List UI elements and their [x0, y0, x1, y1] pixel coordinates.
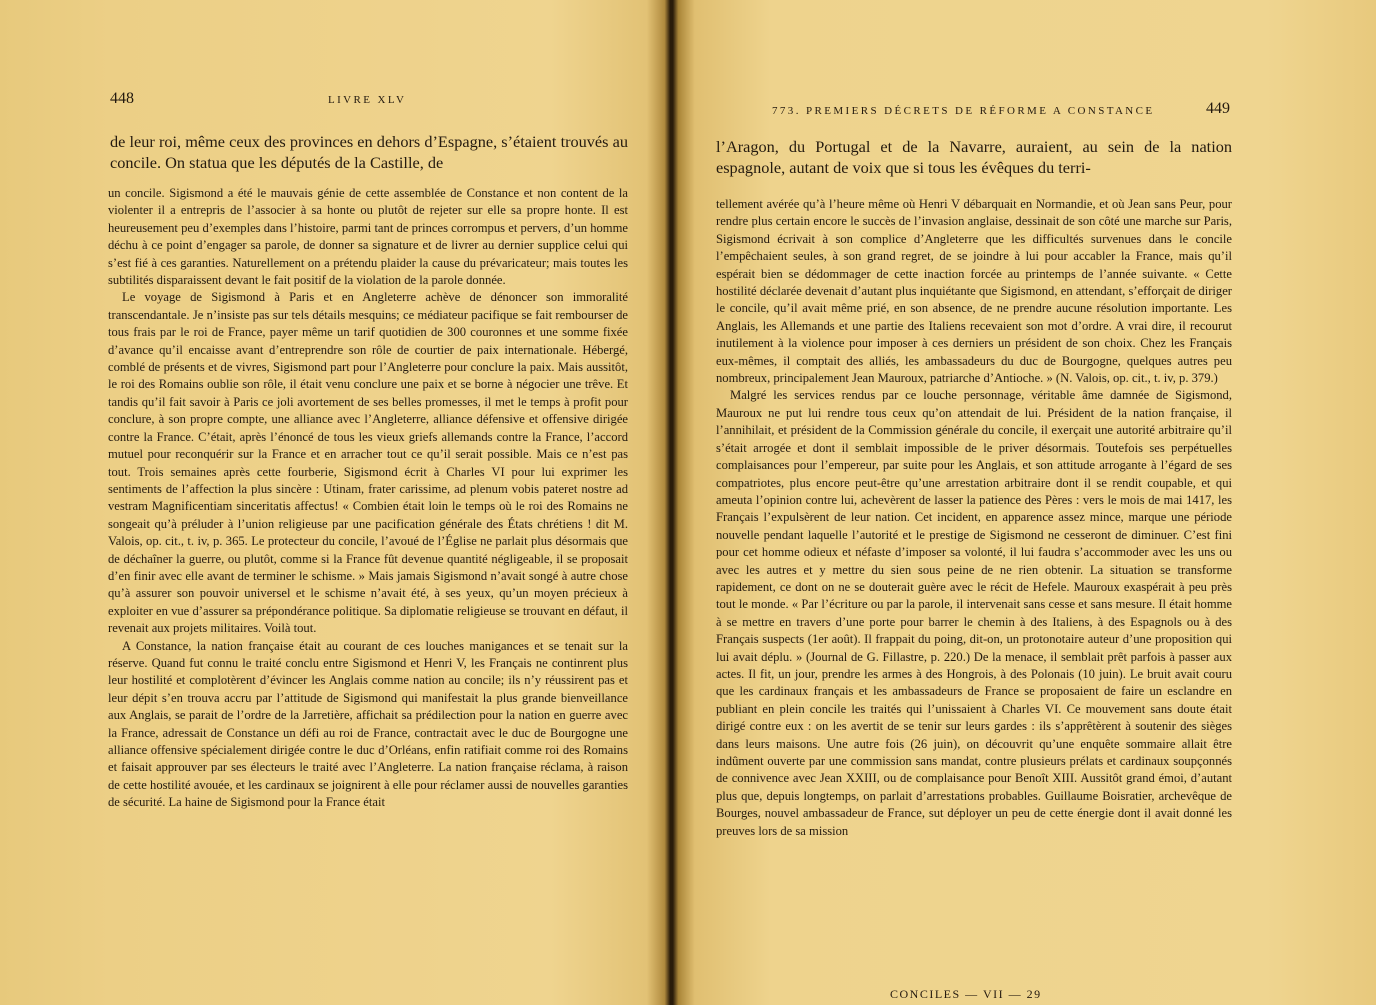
main-text: l’Aragon, du Portugal et de la Navarre, auraient, au sein de la nation espagnole, autant de voix que si tous les évêques du terri- — [716, 137, 1232, 177]
footnote-paragraph: Malgré les services rendus par ce louche personnage, véritable âme damnée de Sigismond, Mauroux ne put lui rendre tous ceux qu’on attendait de lui. Président de la nation française, il l’annihilait, et président de la Commission générale du concile, il exerçait une autorité arbitraire qu’il s’était arrogée et dont il semblait impossible de le priver désormais. Toutefois ses perpétuelles complaisances pour l’empereur, par suite pour les Anglais, et son attitude arrogante à l’égard de ses compatriotes, plus encore peut-être qu’une arrestation arbitraire dont il se rendit coupable, et qui ameuta l’opinion contre lui, achevèrent de lasser la patience des Pères : vers le mois de mai 1417, les Français l’expulsèrent de leur nation. Cet incident, en apparence assez mince, marque une période nouvelle pendant laquelle l’autorité et le prestige de Sigismond ne cesseront de diminuer. C’est fini pour cet homme odieux et néfaste d’imposer sa volonté, il lui faudra s’accommoder avec les uns ou avec les autres et y mettre du sien sous peine de ne rien obtenir. La situation se transforme rapidement, ce dont on ne se douterait guère avec le récit de Hefele. Mauroux exaspérait à peu près tout le monde. « Par l’écriture ou par la parole, il intervenait sans cesse et sans mesure. Il était homme à se mettre en travers d’une porte pour barrer le chemin à des Italiens, à des Espagnols ou à des Français suspects (1er août). Il frappait du poing, dit-on, un protonotaire auteur d’une proposition qui lui avait déplu. » (Journal de G. Fillastre, p. 220.) De la menace, il semblait prêt parfois à passer aux actes. Il fit, un jour, prendre les armes à des Hongrois, à des Polonais (10 juin). Le bruit avait couru que les cardinaux français et les ambassadeurs de France se proposaient de faire un esclandre en publiant en plein concile les traités qui l’unissaient à Charles VI. Ce mouvement sans doute était dirigé contre eux : on les avertit de se tenir sur leurs gardes : ils s’apprêtèrent à soutenir des sièges dans leurs maisons. Une autre fois (26 juin), on découvrit qu’une enquête sommaire allait être indûment ouverte par une commission sans mandat, contre plusieurs prélats et cardinaux soupçonnés de connivence avec Jean XXIII, ou de complaisance pour Benoît XIII. Aussitôt grand émoi, d’autant plus que, depuis longtemps, on parlait d’arrestations probables. Guillaume Boisratier, archevêque de Bourges, nouvel ambassadeur de France, sut déployer un peu de cette énergie dont il avait donné les preuves lors de sa mission — [716, 388, 1232, 838]
signature-mark: CONCILES — VII — 29 — [890, 987, 1042, 1001]
footnotes — [108, 185, 628, 812]
footnote-paragraph: tellement avérée qu’à l’heure même où Henri V débarquait en Normandie, et où Jean sans Peur, pour rendre plus certain encore le succès de l’invasion anglaise, dessinait de son côté une marche sur Paris, Sigismond écrivait à son complice d’Angleterre que les difficultés survenues dans le concile l’empêchaient seules, à son grand regret, de se joindre à lui pour accabler la France, mais qu’il espérait bien se dédommager de cette inaction forcée au printemps de l’année suivante. « Cette hostilité déclarée devenait d’autant plus inquiétante que Sigismond, en attendant, s’efforçait de diriger le concile, qu’il avait même prié, en son absence, de ne prendre aucune résolution importante. Les Anglais, les Allemands et une partie des Italiens recevaient son mot d’ordre. A vrai dire, il recourut inutilement à la violence pour imposer à ces derniers un président de son choix. Chez les Français eux-mêmes, il comptait des alliés, les ambassadeurs du duc de Bourgogne, quelques autres peu nombreux, principalement Jean Mauroux, patriarche d’Antioche. » (N. Valois, op. cit., t. iv, p. 379.) — [716, 197, 1232, 386]
footnotes — [716, 196, 1232, 840]
running-head: 773. PREMIERS DÉCRETS DE RÉFORME A CONSTANCE — [772, 105, 1155, 117]
footnote-paragraph: Le voyage de Sigismond à Paris et en Angleterre achève de dénoncer son immoralité transcendantale. Je n’insiste pas sur tels détails mesquins; ce médiateur pacifique se fait rembourser de tous frais par le roi de France, payer même un tarif quotidien de 300 couronnes et une somme fixée d’avance qu’il encaisse avant d’entreprendre son rôle de courtier de paix internationale. Hébergé, comblé de présents et de vivres, Sigismond part pour l’Angleterre pour conclure la paix. Mais aussitôt, le roi des Romains oublie son rôle, il était venu conclure une paix et se borne à négocier une trêve. Et tandis qu’il fait savoir à Paris ce joli avortement de ses belles promesses, il met le temps à profit pour conclure, à son propre compte, une alliance avec l’Angleterre, alliance défensive et offensive dirigée contre la France. C’était, après l’énoncé de tous les vieux griefs allemands contre la France, l’accord mutuel pour reconquérir sur la France et en arracher tout ce qu’il serait possible. Mais ce n’est pas tout. Trois semaines après cette fourberie, Sigismond écrit à Charles VI pour lui exprimer les sentiments de l’affection la plus sincère : Utinam, frater carissime, ad plenum vobis pateret nostre ad vestram Magnificentiam sinceritatis affectus! « Combien était loin le temps où le roi des Romains ne songeait qu’à préluder à l’union religieuse par une pacification générale des États chrétiens ! dit M. Valois, op. cit., t. iv, p. 365. Le protecteur du concile, l’avoué de l’Église ne parlait plus désormais que de déchaîner la guerre, ou plutôt, comme si la France fût devenue quantité négligeable, il se proposait d’en finir avec elle avant de terminer le schisme. » Mais jamais Sigismond n’avait songé à autre chose qu’à assurer son pouvoir universel et le schisme n’avait été, à ses yeux, qu’un moyen précieux à exploiter en vue d’assurer sa prépondérance politique. Sa diplomatie religieuse se trouvant en défaut, il revenait aux projets militaires. Voilà tout. — [108, 290, 628, 636]
page-number: 448 — [110, 90, 134, 107]
right-page — [672, 0, 1376, 1005]
main-text: de leur roi, même ceux des provinces en dehors d’Espagne, s’étaient trouvés au concile. On statua que les députés de la Castille, de — [110, 132, 628, 172]
footnote-paragraph: un concile. Sigismond a été le mauvais génie de cette assemblée de Constance et non content de la violenter il a entrepris de l’associer à sa honte ou plutôt de rejeter sur elle sa propre honte. Il est heureusement peu d’exemples dans l’histoire, parmi tant de princes corrompus et pervers, d’un homme déchu à ce point d’engager sa parole, de donner sa signature et de livrer au dernier supplice celui qui s’est fié à ces garanties. Naturellement on a prétendu plaider la cause du prévaricateur; mais toutes les subtilités disparaissent devant le fait positif de la violation de la parole donnée. — [108, 186, 628, 288]
left-page — [0, 0, 664, 1005]
running-head: LIVRE XLV — [328, 94, 407, 106]
footnote-paragraph: A Constance, la nation française était au courant de ces louches manigances et se tenait sur la réserve. Quand fut connu le traité conclu entre Sigismond et Henri V, les Français ne continrent plus leur hostilité et complotèrent d’évincer les Anglais comme nation au concile; ils n’y réussirent pas et leur dépit s’en trouva accru par l’attitude de Sigismond qui manifestait la plus grande bienveillance aux Anglais, se parait de l’ordre de la Jarretière, affichait sa prédilection pour la nation en guerre avec la France, adressait de Constance un défi au roi de France, contractait avec le duc de Bourgogne une alliance offensive spécialement dirigée contre le duc d’Orléans, enfin ratifiait comme roi des Romains et faisait approuver par ses électeurs le traité avec l’Angleterre. La nation française réclama, à raison de cette hostilité avouée, et les cardinaux se joignirent à elle pour réclamer aussi de nouvelles garanties de sécurité. La haine de Sigismond pour la France était — [108, 638, 628, 810]
page-number: 449 — [1206, 100, 1230, 117]
